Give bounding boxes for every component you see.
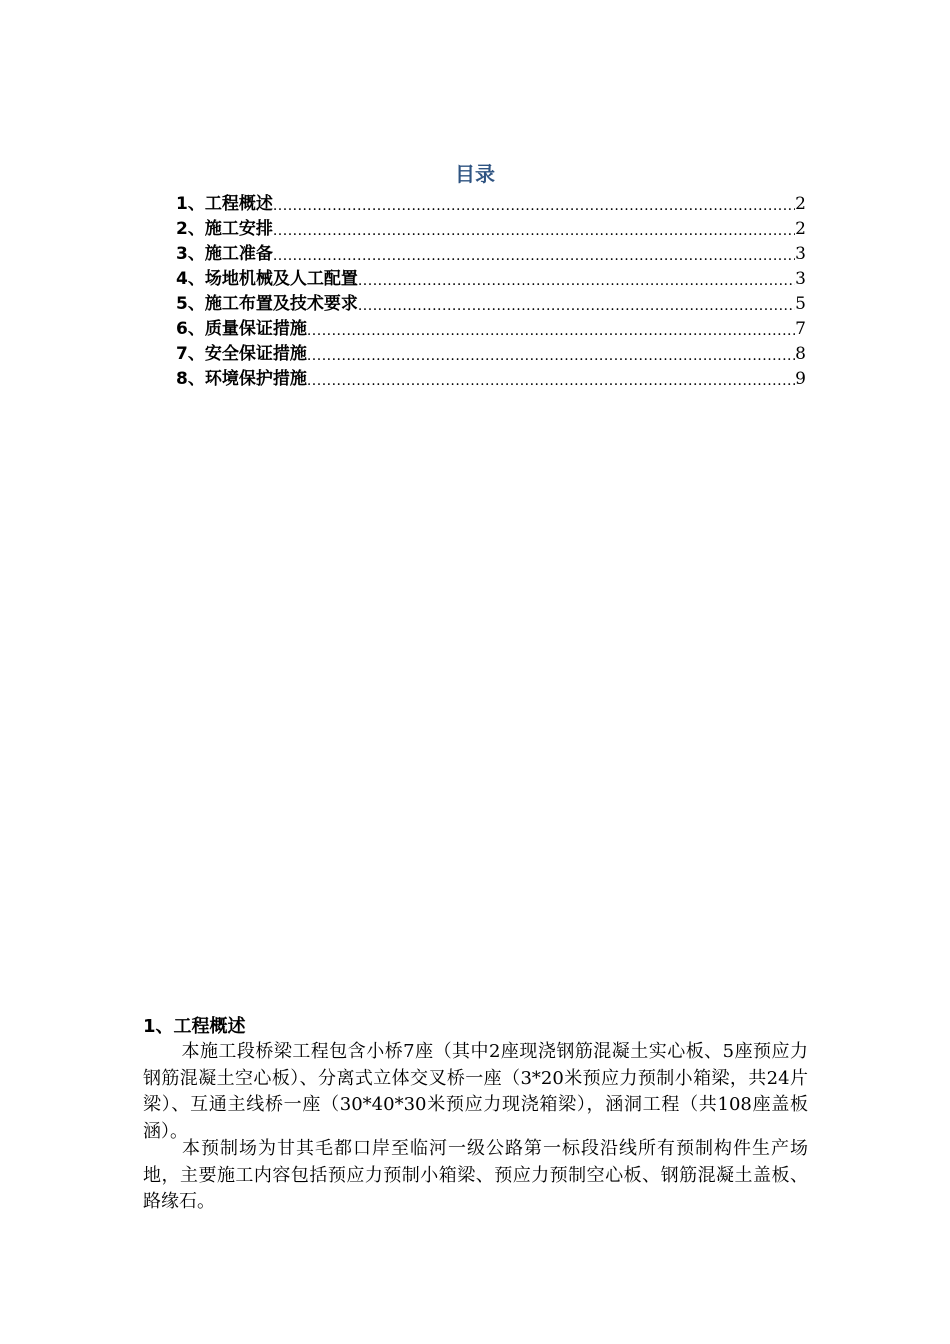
toc-leader-dots: [358, 270, 795, 292]
toc-entry[interactable]: [176, 192, 806, 217]
toc-entry-page: 5: [795, 294, 806, 314]
toc-entry[interactable]: [176, 267, 806, 292]
toc-entry-label: 3、施工准备: [176, 244, 273, 264]
toc-entry-label: 1、工程概述: [176, 194, 273, 214]
section-heading: 1、工程概述: [143, 1016, 246, 1037]
toc-entry-page: 9: [795, 369, 806, 389]
toc-entry-label: 4、场地机械及人工配置: [176, 269, 358, 289]
toc-entry-page: 3: [795, 269, 806, 289]
toc-entry[interactable]: [176, 217, 806, 242]
toc-leader-dots: [273, 220, 795, 242]
toc-leader-dots: [307, 345, 795, 367]
toc-leader-dots: [307, 320, 795, 342]
paragraph-text: 本施工段桥梁工程包含小桥7座（其中2座现浇钢筋混凝土实心板、5座预应力钢筋混凝土空心板）、分离式立体交叉桥一座（3*20米预应力预制小箱梁，共24片梁）、互通主线桥一座（30*40*30米预应力现浇箱梁），涵洞工程（共108座盖板涵）。: [143, 1041, 808, 1142]
toc-entry-page: 2: [795, 219, 806, 239]
toc-entry[interactable]: [176, 292, 806, 317]
toc-title: 目录: [455, 162, 495, 186]
toc-entry-page: 2: [795, 194, 806, 214]
toc-entry-label: 8、环境保护措施: [176, 369, 307, 389]
toc-entry[interactable]: [176, 342, 806, 367]
table-of-contents: [176, 192, 806, 392]
toc-entry-label: 6、质量保证措施: [176, 319, 307, 339]
toc-entry-page: 7: [795, 319, 806, 339]
toc-leader-dots: [273, 245, 795, 267]
toc-entry-page: 3: [795, 244, 806, 264]
toc-entry-page: 8: [795, 344, 806, 364]
toc-entry[interactable]: [176, 242, 806, 267]
toc-entry[interactable]: [176, 367, 806, 392]
body-paragraph: [143, 1039, 808, 1145]
body-paragraph: [143, 1136, 808, 1216]
toc-leader-dots: [307, 370, 795, 392]
toc-leader-dots: [273, 195, 795, 217]
toc-entry-label: 5、施工布置及技术要求: [176, 294, 358, 314]
toc-entry-label: 7、安全保证措施: [176, 344, 307, 364]
toc-leader-dots: [358, 295, 795, 317]
paragraph-text: 本预制场为甘其毛都口岸至临河一级公路第一标段沿线所有预制构件生产场地，主要施工内容包括预应力预制小箱梁、预应力预制空心板、钢筋混凝土盖板、路缘石。: [143, 1138, 808, 1212]
toc-entry-label: 2、施工安排: [176, 219, 273, 239]
toc-entry[interactable]: [176, 317, 806, 342]
